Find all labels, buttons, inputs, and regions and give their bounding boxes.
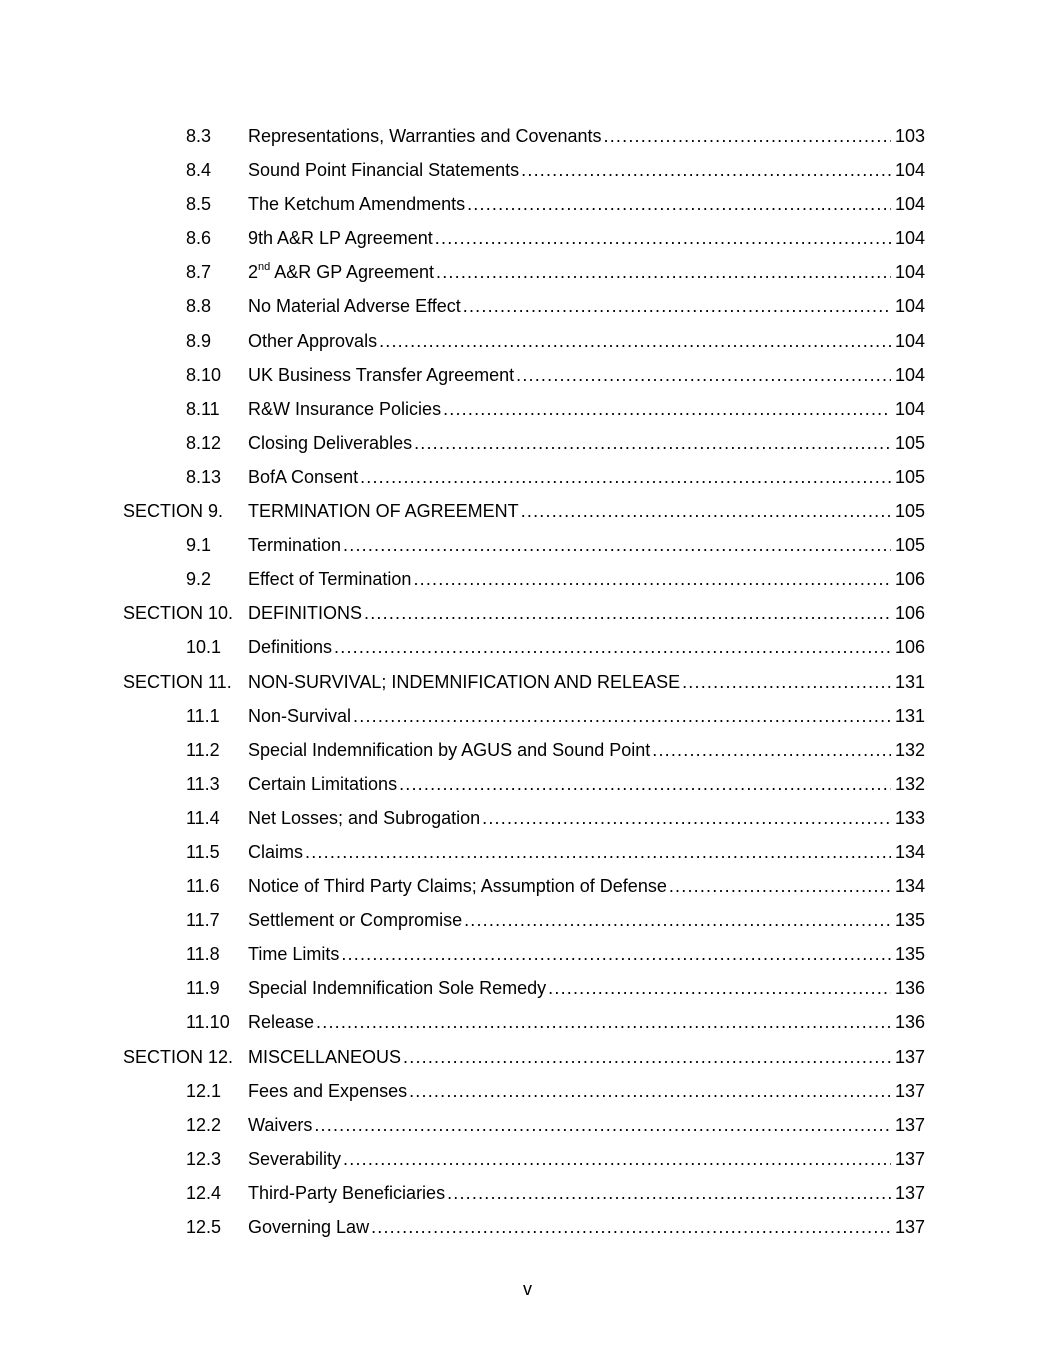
toc-entry-page: 104 bbox=[894, 160, 925, 181]
toc-entry-title: Sound Point Financial Statements bbox=[248, 160, 520, 181]
dot-leader bbox=[413, 562, 891, 596]
toc-entry[interactable] bbox=[0, 1074, 1055, 1108]
dot-leader bbox=[521, 153, 891, 187]
toc-entry[interactable] bbox=[0, 255, 1055, 289]
toc-entry-page: 106 bbox=[894, 569, 925, 590]
dot-leader bbox=[399, 767, 891, 801]
dot-leader bbox=[364, 596, 891, 630]
toc-entry[interactable] bbox=[0, 1108, 1055, 1142]
toc-entry-number: 9.1 bbox=[186, 535, 212, 556]
toc-entry[interactable] bbox=[0, 835, 1055, 869]
toc-entry-title: Effect of Termination bbox=[248, 569, 412, 590]
page-number: v bbox=[523, 1279, 532, 1299]
toc-entry-title bbox=[248, 255, 436, 289]
toc-section-entry[interactable] bbox=[0, 596, 1055, 630]
dot-leader bbox=[521, 494, 891, 528]
toc-entry-number: 8.9 bbox=[186, 330, 212, 351]
toc-entry-page: 134 bbox=[894, 876, 925, 897]
toc-entry-number: 8.4 bbox=[186, 160, 212, 181]
toc-entry-title: Net Losses; and Subrogation bbox=[248, 807, 481, 828]
toc-entry[interactable] bbox=[0, 460, 1055, 494]
toc-entry-number: 11.2 bbox=[186, 739, 220, 760]
dot-leader bbox=[371, 1210, 891, 1244]
toc-entry-number: 12.5 bbox=[186, 1217, 222, 1237]
toc-entry-page: 137 bbox=[894, 1046, 925, 1067]
dot-leader bbox=[314, 1108, 891, 1142]
toc-entry-page: 105 bbox=[894, 432, 925, 453]
toc-entry[interactable] bbox=[0, 324, 1055, 358]
toc-entry-title: Settlement or Compromise bbox=[248, 910, 463, 931]
toc-entry-number: 8.10 bbox=[186, 364, 222, 385]
toc-section-entry[interactable] bbox=[0, 494, 1055, 528]
toc-entry-page: 134 bbox=[894, 841, 925, 862]
toc-entry-page: 105 bbox=[894, 501, 925, 522]
toc-entry-number: 9.2 bbox=[186, 569, 212, 590]
toc-entry-number: 8.5 bbox=[186, 194, 212, 215]
dot-leader bbox=[467, 187, 891, 221]
toc-entry-title: Fees and Expenses bbox=[248, 1080, 408, 1101]
dot-leader bbox=[435, 221, 891, 255]
toc-entry-number: 12.3 bbox=[186, 1148, 222, 1169]
toc-entry-number: 12.1 bbox=[186, 1080, 222, 1101]
toc-entry[interactable] bbox=[0, 869, 1055, 903]
toc-entry-number: 8.6 bbox=[186, 228, 212, 249]
toc-entry-number: 8.11 bbox=[186, 398, 220, 419]
dot-leader bbox=[482, 801, 891, 835]
toc-entry-page: 137 bbox=[894, 1182, 925, 1203]
toc-entry-page: 105 bbox=[894, 466, 925, 487]
toc-entry[interactable] bbox=[0, 358, 1055, 392]
dot-leader bbox=[447, 1176, 891, 1210]
dot-leader bbox=[548, 971, 891, 1005]
toc-entry-title: Definitions bbox=[248, 637, 333, 658]
toc-entry-page: 106 bbox=[894, 637, 925, 658]
dot-leader bbox=[682, 665, 891, 699]
toc-entry[interactable] bbox=[0, 119, 1055, 153]
toc-entry-title: UK Business Transfer Agreement bbox=[248, 364, 515, 385]
toc-entry-title: 9th A&R LP Agreement bbox=[248, 228, 433, 249]
toc-entry-page: 137 bbox=[894, 1080, 925, 1101]
toc-entry-title: Time Limits bbox=[248, 944, 340, 965]
dot-leader bbox=[464, 903, 891, 937]
toc-entry-page: 136 bbox=[894, 978, 925, 999]
toc-entry-title: Termination bbox=[248, 535, 342, 556]
toc-entry-title: Special Indemnification Sole Remedy bbox=[248, 978, 547, 999]
toc-entry-page: 104 bbox=[894, 330, 925, 351]
toc-entry-number: 11.10 bbox=[186, 1012, 230, 1033]
toc-entry-page: 137 bbox=[894, 1148, 925, 1169]
toc-entry-page: 131 bbox=[894, 705, 925, 726]
toc-entry-page: 137 bbox=[894, 1114, 925, 1135]
toc-entry[interactable] bbox=[0, 630, 1055, 664]
toc-entry-page: 131 bbox=[894, 671, 925, 692]
toc-entry-page: 105 bbox=[894, 535, 925, 556]
toc-entry-title: The Ketchum Amendments bbox=[248, 194, 466, 215]
toc-entry-title: Severability bbox=[248, 1148, 342, 1169]
toc-entry-number: 11.5 bbox=[186, 841, 220, 862]
toc-entry-number: 8.8 bbox=[186, 296, 212, 317]
dot-leader bbox=[353, 699, 891, 733]
toc-section-title: MISCELLANEOUS bbox=[248, 1046, 402, 1067]
toc-entry-page: 136 bbox=[894, 1012, 925, 1033]
dot-leader bbox=[652, 733, 891, 767]
toc-entry-number: 8.12 bbox=[186, 432, 222, 453]
toc-entry-page: 104 bbox=[894, 194, 925, 215]
toc-entry-title-ordinal: 2 bbox=[248, 262, 259, 283]
dot-leader bbox=[305, 835, 891, 869]
toc-entry[interactable] bbox=[0, 903, 1055, 937]
toc-entry[interactable] bbox=[0, 153, 1055, 187]
toc-entry-page: 135 bbox=[894, 944, 925, 965]
toc-entry-title: Release bbox=[248, 1012, 315, 1033]
toc-entry-page: 104 bbox=[894, 296, 925, 317]
dot-leader bbox=[604, 119, 891, 153]
toc-section-title: DEFINITIONS bbox=[248, 603, 363, 624]
toc-entry-page: 104 bbox=[894, 364, 925, 385]
toc-entry[interactable] bbox=[0, 392, 1055, 426]
toc-entry[interactable] bbox=[0, 699, 1055, 733]
toc-entry[interactable] bbox=[0, 562, 1055, 596]
toc-entry-title: Third-Party Beneficiaries bbox=[248, 1182, 446, 1203]
toc-entry[interactable] bbox=[0, 528, 1055, 562]
dot-leader bbox=[379, 324, 891, 358]
toc-section-title: TERMINATION OF AGREEMENT bbox=[248, 501, 519, 522]
toc-entry[interactable] bbox=[0, 1210, 1055, 1244]
toc-entry-number: 11.7 bbox=[186, 910, 220, 931]
dot-leader bbox=[343, 528, 891, 562]
toc-entry-page: 133 bbox=[894, 807, 925, 828]
dot-leader bbox=[343, 1142, 891, 1176]
toc-entry-title: Governing Law bbox=[248, 1217, 370, 1237]
toc-entry-page: 135 bbox=[894, 910, 925, 931]
toc-section-number: SECTION 12. bbox=[123, 1046, 234, 1067]
dot-leader bbox=[669, 869, 891, 903]
toc-entry[interactable] bbox=[0, 221, 1055, 255]
toc-entry-number: 8.3 bbox=[186, 126, 212, 146]
toc-entry-number: 10.1 bbox=[186, 637, 222, 658]
toc-entry[interactable] bbox=[0, 733, 1055, 767]
toc-section-title: NON-SURVIVAL; INDEMNIFICATION AND RELEASE bbox=[248, 671, 681, 692]
toc-entry[interactable] bbox=[0, 937, 1055, 971]
dot-leader bbox=[443, 392, 891, 426]
toc-entry[interactable] bbox=[0, 1005, 1055, 1039]
toc-entry-number: 11.8 bbox=[186, 944, 220, 965]
toc-entry-title: R&W Insurance Policies bbox=[248, 398, 442, 419]
toc-entry-number: 12.2 bbox=[186, 1114, 222, 1135]
toc-entry-title: No Material Adverse Effect bbox=[248, 296, 461, 317]
toc-entry-number: 12.4 bbox=[186, 1182, 222, 1203]
dot-leader bbox=[403, 1040, 891, 1074]
toc-entry-title-rest: A&R GP Agreement bbox=[270, 262, 435, 283]
toc-entry-number: 11.1 bbox=[186, 705, 220, 726]
table-of-contents bbox=[0, 119, 1055, 1244]
toc-entry-number: 8.13 bbox=[186, 466, 222, 487]
toc-entry-page: 106 bbox=[894, 603, 925, 624]
toc-entry-number: 8.7 bbox=[186, 262, 212, 283]
toc-entry[interactable] bbox=[0, 801, 1055, 835]
toc-entry-number: 11.6 bbox=[186, 876, 220, 897]
toc-entry[interactable] bbox=[0, 971, 1055, 1005]
toc-entry-number: 11.3 bbox=[186, 773, 220, 794]
toc-entry[interactable] bbox=[0, 289, 1055, 323]
dot-leader bbox=[341, 937, 891, 971]
toc-entry-number: 11.9 bbox=[186, 978, 220, 999]
toc-entry-page: 137 bbox=[894, 1217, 925, 1237]
toc-entry[interactable] bbox=[0, 426, 1055, 460]
toc-entry-page: 104 bbox=[894, 228, 925, 249]
toc-section-number: SECTION 11. bbox=[123, 671, 232, 692]
toc-entry-page: 132 bbox=[894, 739, 925, 760]
toc-entry-title: Representations, Warranties and Covenants bbox=[248, 126, 602, 146]
dot-leader bbox=[360, 460, 891, 494]
toc-entry-title: Certain Limitations bbox=[248, 773, 398, 794]
dot-leader bbox=[516, 358, 891, 392]
toc-entry-title: Special Indemnification by AGUS and Sound Point bbox=[248, 739, 651, 760]
toc-entry-title-superscript: nd bbox=[258, 261, 271, 274]
toc-entry-title: Non-Survival bbox=[248, 705, 352, 726]
dot-leader bbox=[463, 289, 891, 323]
toc-entry-title: Claims bbox=[248, 841, 304, 862]
toc-entry-title: BofA Consent bbox=[248, 466, 359, 487]
dot-leader bbox=[409, 1074, 891, 1108]
toc-section-number: SECTION 9. bbox=[123, 501, 224, 522]
toc-entry[interactable] bbox=[0, 1176, 1055, 1210]
toc-entry-page: 104 bbox=[894, 262, 925, 283]
dot-leader bbox=[316, 1005, 891, 1039]
toc-section-entry[interactable] bbox=[0, 1040, 1055, 1074]
toc-section-entry[interactable] bbox=[0, 665, 1055, 699]
toc-entry-page: 104 bbox=[894, 398, 925, 419]
toc-entry-title: Waivers bbox=[248, 1114, 313, 1135]
toc-entry[interactable] bbox=[0, 187, 1055, 221]
toc-entry-number: 11.4 bbox=[186, 807, 220, 828]
toc-entry-title: Notice of Third Party Claims; Assumption of Defense bbox=[248, 876, 667, 897]
toc-entry-title: Closing Deliverables bbox=[248, 432, 413, 453]
toc-entry-page: 103 bbox=[894, 126, 925, 146]
toc-entry-title: Other Approvals bbox=[248, 330, 378, 351]
toc-section-number: SECTION 10. bbox=[123, 603, 234, 624]
dot-leader bbox=[334, 630, 891, 664]
dot-leader bbox=[414, 426, 891, 460]
dot-leader bbox=[436, 255, 891, 289]
toc-entry[interactable] bbox=[0, 1142, 1055, 1176]
toc-entry[interactable] bbox=[0, 767, 1055, 801]
toc-entry-page: 132 bbox=[894, 773, 925, 794]
